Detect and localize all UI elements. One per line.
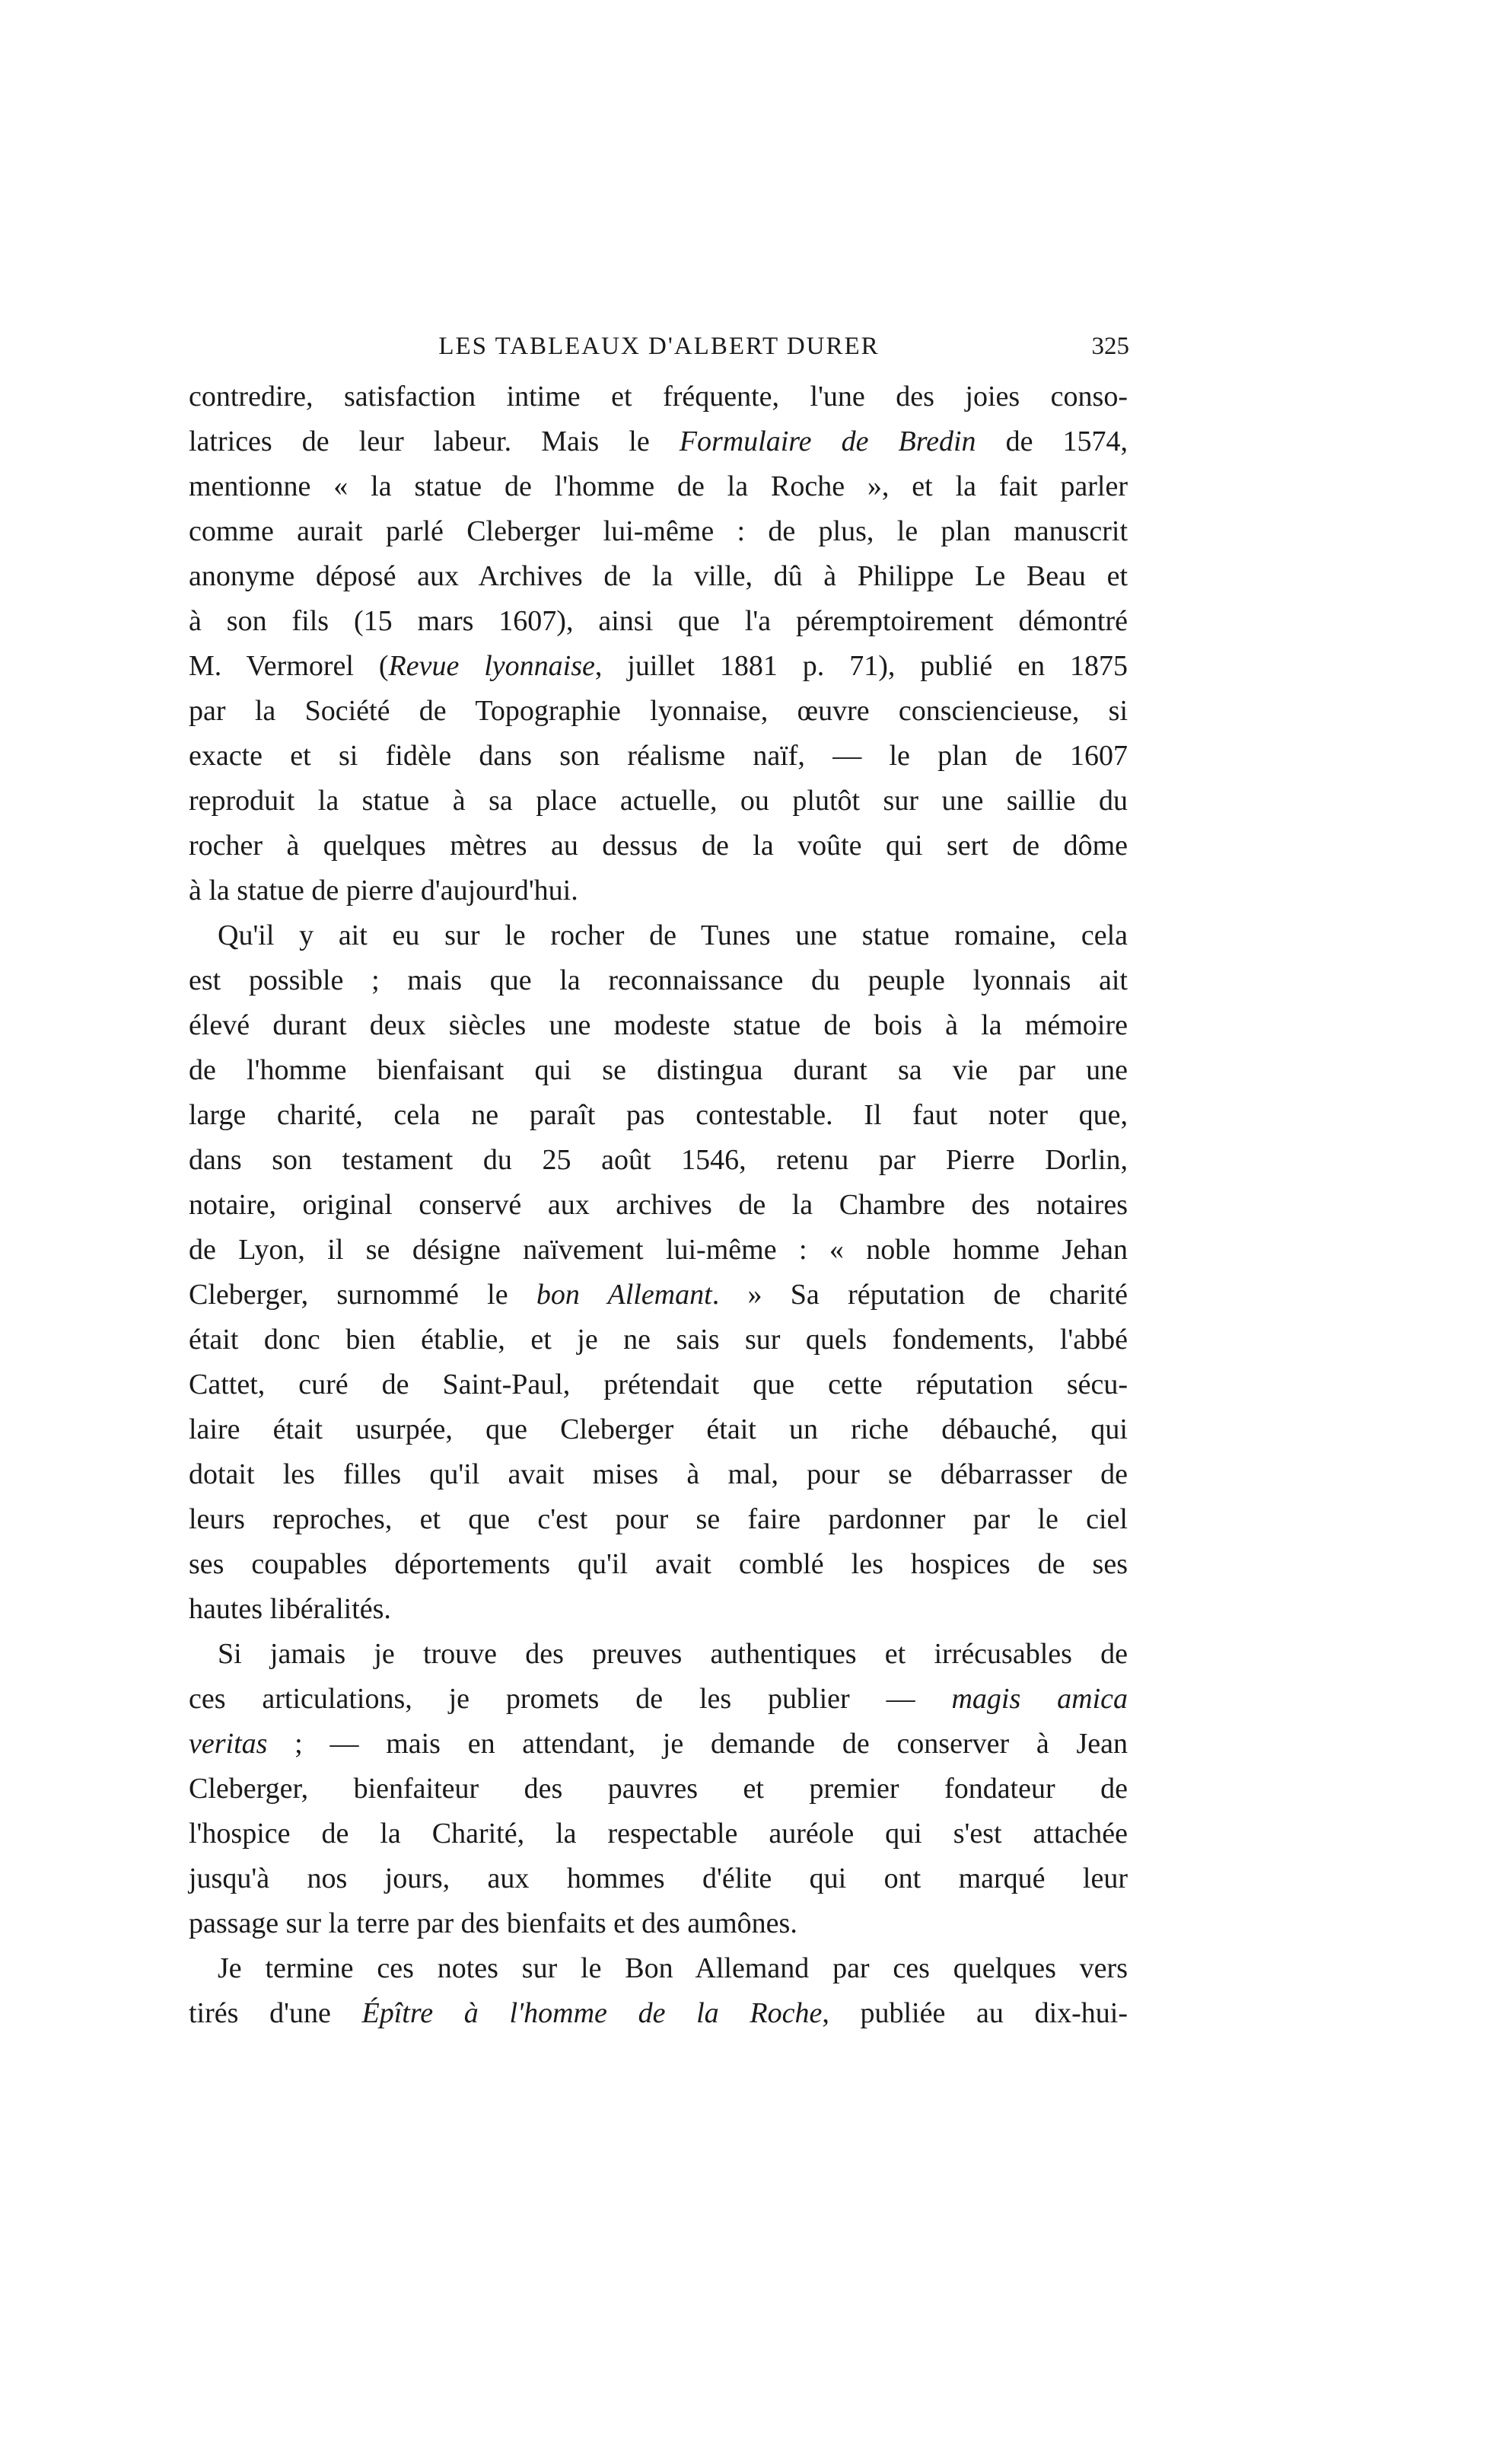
text-line (189, 689, 1128, 734)
text-segment: est possible ; mais que la reconnaissance du peuple lyonnais ait (189, 964, 1128, 996)
text-segment: de 1574, (976, 425, 1128, 457)
text-segment: élevé durant deux siècles une modeste statue de bois à la mémoire (189, 1009, 1128, 1041)
text-segment: mentionne « la statue de l'homme de la Roche », et la fait parler (189, 470, 1128, 502)
italic-text: magis amica (951, 1683, 1128, 1715)
text-segment: de l'homme bienfaisant qui se distingua durant sa vie par une (189, 1054, 1128, 1086)
text-segment: Cleberger, bienfaiteur des pauvres et premier fondateur de (189, 1773, 1128, 1805)
text-line (189, 1991, 1128, 2036)
text-segment: exacte et si fidèle dans son réalisme naïf, — le plan de 1607 (189, 740, 1128, 772)
text-segment: Si jamais je trouve des preuves authentiques et irrécusables de (218, 1638, 1128, 1670)
running-title: LES TABLEAUX D'ALBERT DURER (438, 333, 880, 360)
text-segment: par la Société de Topographie lyonnaise, œuvre consciencieuse, si (189, 695, 1128, 727)
text-line (189, 734, 1128, 779)
text-line (189, 1228, 1128, 1273)
text-segment: leurs reproches, et que c'est pour se faire pardonner par le ciel (189, 1503, 1128, 1535)
text-segment: l'hospice de la Charité, la respectable auréole qui s'est attachée (189, 1818, 1128, 1850)
text-segment: jusqu'à nos jours, aux hommes d'élite qui ont marqué leur (189, 1862, 1128, 1894)
text-segment: hautes libéralités. (189, 1593, 391, 1625)
text-segment: comme aurait parlé Cleberger lui-même : de plus, le plan manuscrit (189, 515, 1128, 547)
text-segment: , publiée au dix-hui- (822, 1997, 1128, 2029)
text-line (189, 1542, 1128, 1587)
text-line (189, 1767, 1128, 1811)
text-line (189, 779, 1128, 824)
text-line (189, 1811, 1128, 1856)
text-line (189, 644, 1128, 689)
text-segment: dans son testament du 25 août 1546, retenu par Pierre Dorlin, (189, 1144, 1128, 1176)
page-header (189, 327, 1129, 365)
text-segment: passage sur la terre par des bienfaits et des aumônes. (189, 1907, 797, 1939)
text-segment: Qu'il y ait eu sur le rocher de Tunes une statue romaine, cela (218, 919, 1128, 951)
text-line (189, 1677, 1128, 1722)
text-line (189, 1452, 1128, 1497)
text-line (189, 958, 1128, 1003)
text-segment: Cattet, curé de Saint-Paul, prétendait que cette réputation sécu- (189, 1369, 1128, 1400)
italic-text: Épître à l'homme de la Roche (361, 1997, 823, 2029)
text-segment: ; — mais en attendant, je demande de conserver à Jean (267, 1728, 1128, 1760)
italic-text: bon Allemant (536, 1279, 712, 1311)
text-segment: anonyme déposé aux Archives de la ville, dû à Philippe Le Beau et (189, 560, 1128, 592)
text-segment: de Lyon, il se désigne naïvement lui-même : « noble homme Jehan (189, 1234, 1128, 1266)
text-line (189, 1407, 1128, 1452)
text-line (189, 374, 1128, 419)
text-line (189, 1587, 1128, 1632)
text-segment: était donc bien établie, et je ne sais sur quels fondements, l'abbé (189, 1324, 1128, 1356)
italic-text: Formulaire de Bredin (679, 425, 976, 457)
text-segment: Cleberger, surnommé le (189, 1279, 536, 1311)
italic-text: Revue lyonnaise (388, 650, 595, 682)
text-segment: laire était usurpée, que Cleberger était un riche débauché, qui (189, 1413, 1128, 1445)
text-line (189, 1048, 1128, 1093)
text-segment: latrices de leur labeur. Mais le (189, 425, 680, 457)
text-line (189, 1632, 1128, 1677)
text-line (189, 509, 1128, 554)
text-line (189, 1362, 1128, 1407)
text-segment: , juillet 1881 p. 71), publié en 1875 (594, 650, 1128, 682)
text-line (189, 1003, 1128, 1048)
text-segment: ces articulations, je promets de les publier — (189, 1683, 952, 1715)
text-segment: . » Sa réputation de charité (711, 1279, 1128, 1311)
text-segment: M. Vermorel ( (189, 650, 389, 682)
text-line (189, 1093, 1128, 1138)
text-line (189, 419, 1128, 464)
text-segment: rocher à quelques mètres au dessus de la voûte qui sert de dôme (189, 830, 1128, 862)
text-segment: dotait les filles qu'il avait mises à mal, pour se débarrasser de (189, 1458, 1128, 1490)
text-segment: notaire, original conservé aux archives de la Chambre des notaires (189, 1189, 1128, 1221)
text-line (189, 1497, 1128, 1542)
text-segment: à la statue de pierre d'aujourd'hui. (189, 875, 578, 906)
text-line (189, 464, 1128, 509)
text-line (189, 868, 1128, 913)
text-line (189, 1318, 1128, 1362)
page-number: 325 (1091, 333, 1129, 360)
text-line (189, 599, 1128, 644)
text-line (189, 1138, 1128, 1183)
text-segment: reproduit la statue à sa place actuelle, ou plutôt sur une saillie du (189, 785, 1128, 817)
text-segment: tirés d'une (189, 1997, 362, 2029)
text-segment: à son fils (15 mars 1607), ainsi que l'a péremptoirement démontré (189, 605, 1128, 637)
italic-text: veritas (189, 1728, 268, 1760)
text-line (189, 1856, 1128, 1901)
text-segment: large charité, cela ne paraît pas contestable. Il faut noter que, (189, 1099, 1128, 1131)
text-line (189, 1946, 1128, 1991)
text-line (189, 1183, 1128, 1228)
text-line (189, 913, 1128, 958)
text-line (189, 1273, 1128, 1318)
text-line (189, 554, 1128, 599)
text-line (189, 1901, 1128, 1946)
text-segment: Je termine ces notes sur le Bon Allemand par ces quelques vers (218, 1952, 1128, 1984)
body-text (189, 374, 1128, 2036)
text-line (189, 824, 1128, 868)
text-segment: ses coupables déportements qu'il avait comblé les hospices de ses (189, 1548, 1128, 1580)
text-segment: contredire, satisfaction intime et fréquente, l'une des joies conso- (189, 381, 1128, 413)
text-line (189, 1722, 1128, 1767)
